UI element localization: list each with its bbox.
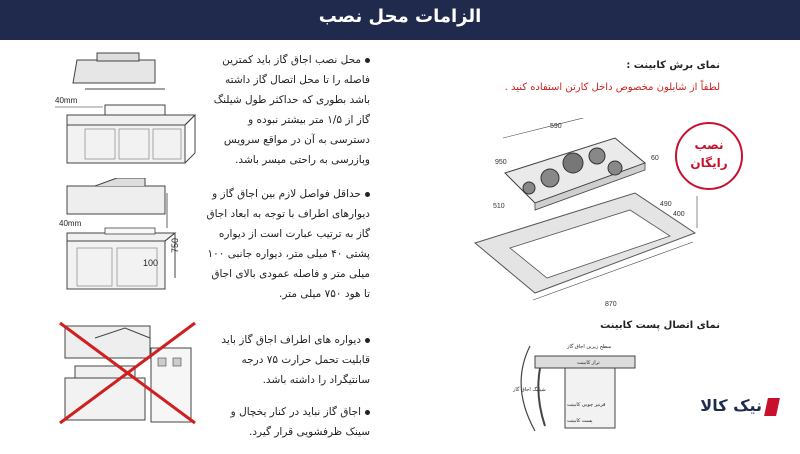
dim-400: 400 (673, 211, 685, 218)
page-title: الزامات محل نصب (318, 6, 482, 27)
requirements-list (205, 50, 370, 454)
dim-590: 590 (550, 123, 562, 130)
cut-view-title: نمای برش کابینت : (626, 60, 720, 71)
logo-mark-icon (764, 398, 780, 416)
cabinet-back-connection-diagram (505, 336, 645, 436)
bullet-icon (365, 192, 370, 197)
bullet-icon (365, 58, 370, 63)
label-wood-plinth: قرنیز چوبی کابینت (567, 402, 606, 408)
dim-510: 510 (493, 203, 505, 210)
list-item: دیواره های اطراف اجاق گاز باید قابلیت تحمل حرارت ۷۵ درجه سانتیگراد را داشته باشد. (221, 334, 370, 386)
diagram-kitchen-1 (55, 45, 205, 170)
label-underside: سطح زیرین اجاق گاز (567, 344, 612, 350)
dim-40mm-1: 40mm (55, 96, 78, 105)
free-install-badge: نصب رایگان (675, 122, 743, 190)
back-connection-title: نمای اتصال پست کابینت (600, 320, 720, 331)
dim-60: 60 (651, 155, 659, 162)
label-gas-hose: شیلنگ اجاق گاز (513, 387, 546, 393)
dim-40mm-2: 40mm (59, 219, 82, 228)
list-item: اجاق گاز نباید در کنار یخچال و سینک ظرفشویی قرار گیرد. (230, 406, 370, 438)
dim-750: 750 (170, 237, 180, 253)
list-item: محل نصب اجاق گاز باید کمترین فاصله را تا محل اتصال گاز داشته باشد بطوری که حداکثر طول شیلنگ گاز از ۱/۵ متر بیشتر نبوده و دسترسی به آن در مواقع سرویس وبازرسی به راحتی میسر باشد. (213, 54, 370, 166)
header-bar (0, 0, 800, 40)
template-note: لطفاً از شابلون مخصوص داخل کارتن استفاده کنید . (504, 82, 720, 93)
dim-870: 870 (605, 301, 617, 308)
bullet-icon (365, 410, 370, 415)
diagram-kitchen-3-crossed (55, 318, 205, 428)
bullet-icon (365, 338, 370, 343)
cooktop-cutout-diagram (455, 118, 705, 318)
dim-100: 100 (143, 258, 159, 268)
dim-490: 490 (660, 201, 672, 208)
label-cabinet-back: پست کابینت (567, 418, 593, 424)
brand-logo: نیک کالا (668, 396, 778, 418)
list-item: حداقل فواصل لازم بین اجاق گاز و دیوارهای اطراف با توجه به ابعاد اجاق گاز به ترتیب عبارت است از دیواره پشتی ۴۰ میلی متر، دیواره جانبی ۱۰۰ میلی متر و فاصله عمودی بالای اجاق تا هود ۷۵۰ میلی متر. (206, 188, 370, 300)
dim-950: 950 (495, 159, 507, 166)
label-cabinet-level: تراز کابینت (577, 360, 600, 366)
diagram-kitchen-2 (55, 178, 205, 298)
